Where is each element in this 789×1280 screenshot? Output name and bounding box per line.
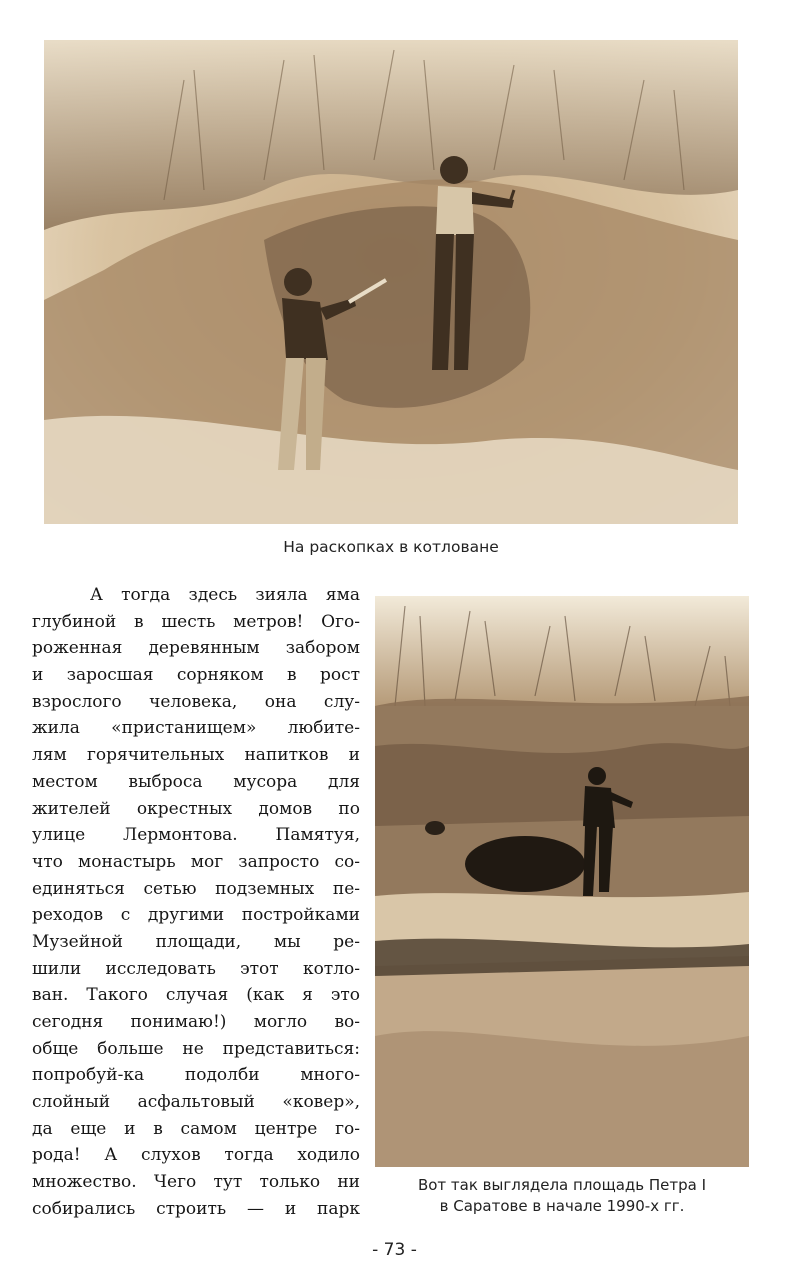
pit-photo bbox=[375, 596, 749, 1167]
text-line: жителей окрестных домов по bbox=[32, 798, 360, 819]
text-line: шили исследовать этот котло- bbox=[32, 958, 360, 979]
text-line: сегодня понимаю!) могло во- bbox=[32, 1012, 360, 1032]
side-caption-line-1: Вот так выглядела площадь Петра I bbox=[417, 1176, 707, 1194]
text-line: улице Лермонтова. Памятуя, bbox=[32, 825, 360, 846]
text-line: рода! А слухов тогда ходило bbox=[32, 1145, 360, 1166]
text-line: реходов с другими постройками bbox=[32, 905, 360, 926]
text-line: жила «пристанищем» любите- bbox=[32, 718, 360, 739]
text-line: попробуй-ка подолби много- bbox=[32, 1065, 360, 1086]
photo-pit-icon bbox=[375, 596, 749, 1167]
text-line: слойный асфальтовый «ковер», bbox=[32, 1092, 360, 1113]
page-number: - 73 - bbox=[372, 1240, 417, 1260]
text-line: Музейной площади, мы ре- bbox=[32, 931, 360, 952]
text-line: и заросшая сорняком в рост bbox=[32, 665, 360, 686]
text-line: множество. Чего тут только ни bbox=[32, 1172, 360, 1193]
text-line: роженная деревянным забором bbox=[32, 638, 360, 659]
text-line: глубиной в шесть метров! Ого- bbox=[32, 611, 360, 632]
text-line: что монастырь мог запросто со- bbox=[32, 851, 360, 872]
text-line: да еще и в самом центре го- bbox=[32, 1118, 360, 1139]
excavation-photo bbox=[44, 40, 738, 524]
text-line: собирались строить — и парк bbox=[32, 1198, 360, 1219]
top-photo-caption: На раскопках в котловане bbox=[283, 538, 499, 556]
side-photo-caption bbox=[375, 1175, 749, 1217]
side-caption-line-2: в Саратове в начале 1990-х гг. bbox=[439, 1197, 685, 1215]
article-body-text bbox=[32, 582, 360, 1223]
photo-excavation-icon bbox=[44, 40, 738, 524]
text-line: единяться сетью подземных пе- bbox=[32, 878, 360, 899]
text-line: взрослого человека, она слу- bbox=[32, 691, 360, 712]
text-line: обще больше не представиться: bbox=[32, 1038, 360, 1059]
text-line: А тогда здесь зияла яма bbox=[90, 585, 360, 605]
text-line: местом выброса мусора для bbox=[32, 771, 360, 792]
text-line: лям горячительных напитков и bbox=[32, 745, 360, 766]
text-line: ван. Такого случая (как я это bbox=[32, 985, 360, 1006]
